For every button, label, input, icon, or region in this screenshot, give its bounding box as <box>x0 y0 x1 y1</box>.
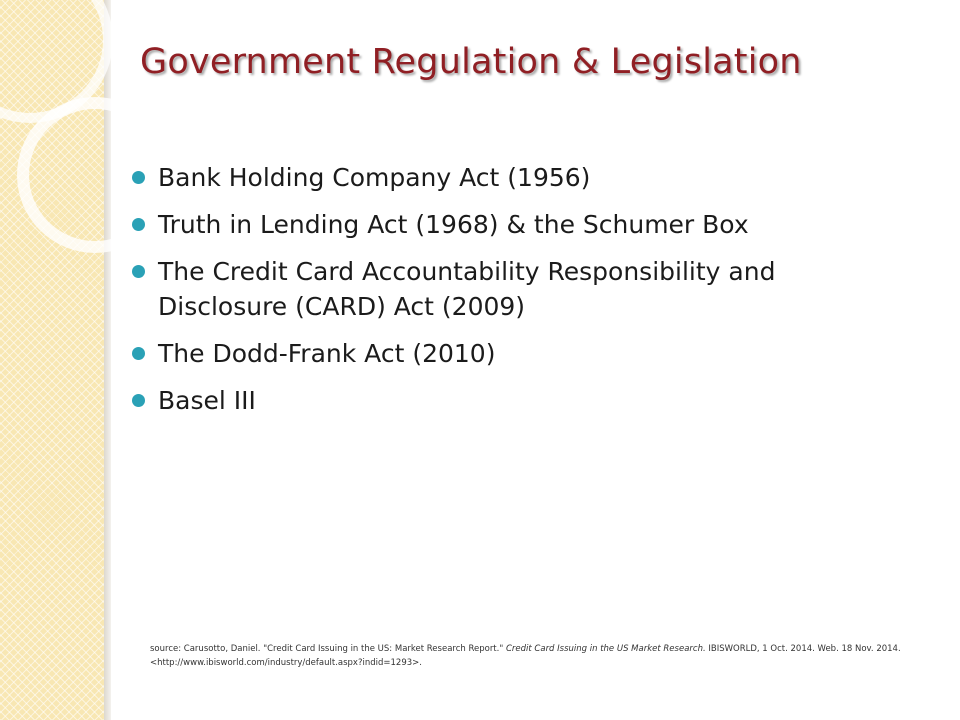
source-citation <box>150 642 940 670</box>
bullet-item <box>132 254 892 324</box>
slide-title: Government Regulation & Legislation <box>140 42 802 82</box>
bullet-text: Basel III <box>158 386 256 415</box>
bullet-dot-icon <box>132 347 145 360</box>
source-citation-prefix: source: Carusotto, Daniel. "Credit Card Issuing in the US: Market Research Report." <box>150 644 506 654</box>
bullet-item <box>132 383 892 418</box>
bullet-text: The Credit Card Accountability Responsibility and Disclosure (CARD) Act (2009) <box>158 257 776 321</box>
bullet-list <box>132 160 892 430</box>
source-citation-publication: Credit Card Issuing in the US Market Research. <box>505 644 706 654</box>
source-citation-url: <http://www.ibisworld.com/industry/default.aspx?indid=1293>. <box>150 658 422 668</box>
source-citation-suffix: IBISWORLD, 1 Oct. 2014. Web. 18 Nov. 2014. <box>705 644 901 654</box>
bullet-text: Bank Holding Company Act (1956) <box>158 163 591 192</box>
bullet-item <box>132 336 892 371</box>
bullet-dot-icon <box>132 394 145 407</box>
bullet-item <box>132 160 892 195</box>
bullet-text: The Dodd-Frank Act (2010) <box>158 339 496 368</box>
bullet-dot-icon <box>132 265 145 278</box>
bullet-dot-icon <box>132 171 145 184</box>
bullet-dot-icon <box>132 218 145 231</box>
bullet-text: Truth in Lending Act (1968) & the Schumer Box <box>158 210 749 239</box>
bullet-item <box>132 207 892 242</box>
